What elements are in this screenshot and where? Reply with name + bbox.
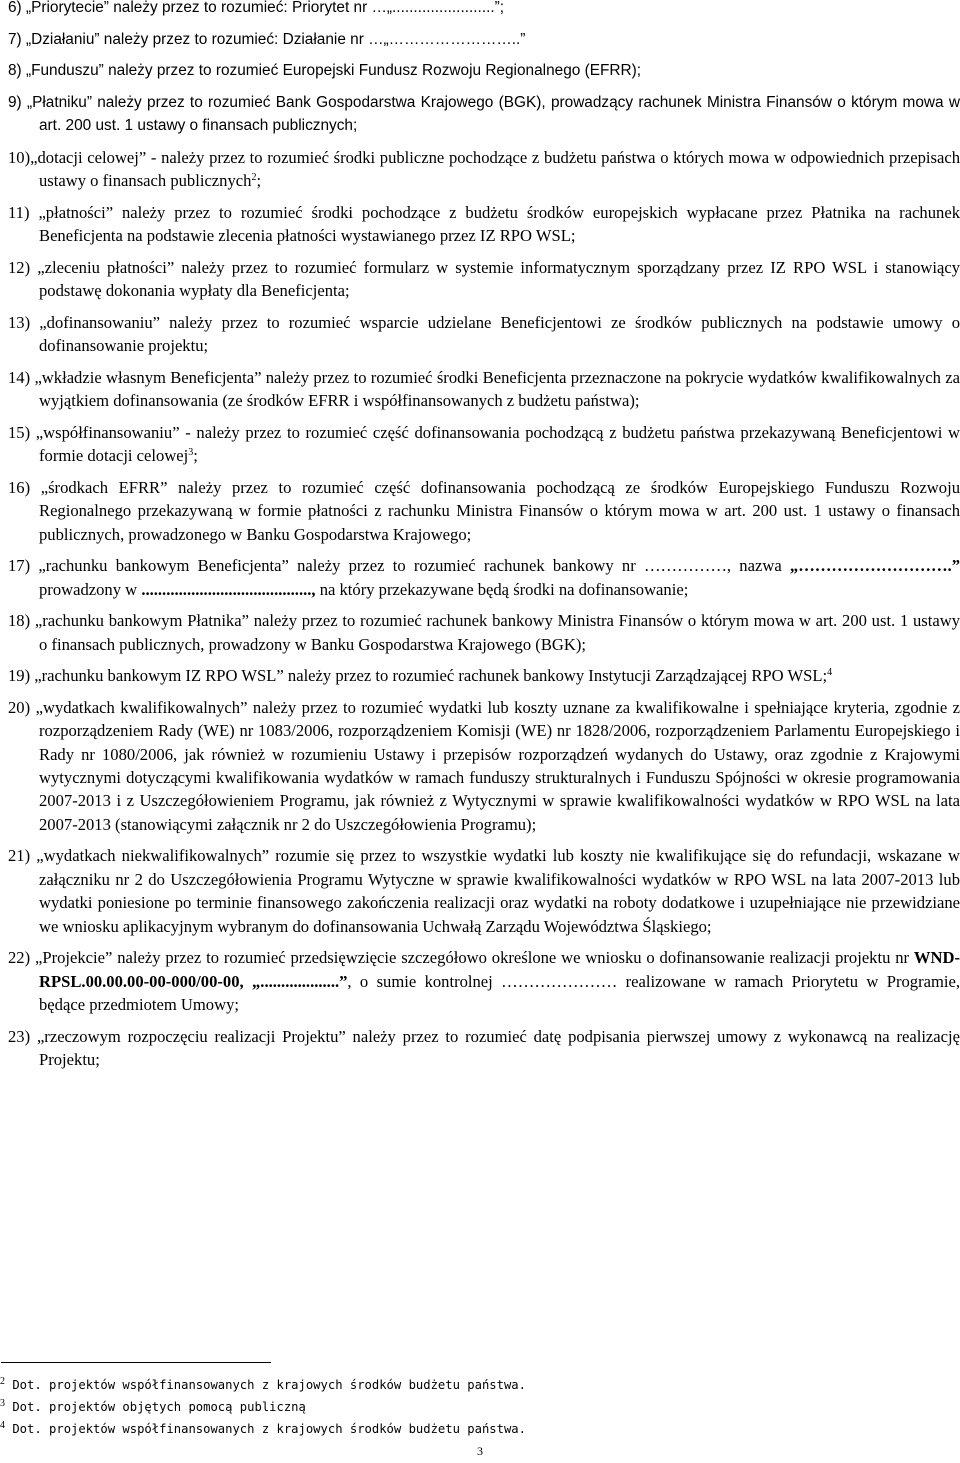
item-text-post: na który przekazywane będą środki na dofinansowanie; [315, 579, 689, 599]
footnote [0, 1422, 526, 1437]
item-number: 14) [8, 367, 31, 387]
definition-item [8, 256, 960, 303]
definition-item [8, 59, 960, 82]
item-text: „środkach EFRR” należy przez to rozumieć część dofinansowania pochodzącą ze środków Europejskiego Funduszu Rozwoju Regionalnego przekazywaną w formie płatności z rachunku Ministra Finansów o którym mowa w art. 200 ust. 1 ustawy o finansach publicznych, prowadzonego w Banku Gospodarstwa Krajowego; [39, 477, 960, 544]
definition-item [8, 844, 960, 938]
project-number: WND-RPSL.00.00.00-00-000/00-00, „...................” [39, 948, 960, 991]
footnote [0, 1400, 306, 1415]
item-number: 7) [8, 30, 22, 48]
footnote-ref: 2 [251, 172, 257, 184]
item-text: „Płatniku” należy przez to rozumieć Bank Gospodarstwa Krajowego (BGK), prowadzący rachunek Ministra Finansów o którym mowa w art. 200 ust. 1 ustawy o finansach publicznych; [26, 93, 960, 135]
footnote-text: Dot. projektów objętych pomocą publiczną [12, 1400, 306, 1414]
definition-item [8, 946, 960, 1016]
definition-item [8, 28, 960, 51]
item-text: „zleceniu płatności” należy przez to rozumieć formularz w systemie informatycznym sporządzany przez IZ RPO WSL i stanowiący podstawę dokonania wypłaty dla Beneficjenta; [37, 257, 960, 301]
item-number: 23) [8, 1026, 31, 1046]
item-number: 9) [8, 93, 22, 111]
item-text: „Projekcie” należy przez to rozumieć przedsięwzięcie szczegółowo określone we wniosku o dofinansowanie realizacji projektu nr [34, 948, 914, 968]
account-name-placeholder: „……………………….” [789, 556, 960, 576]
item-text: „rachunku bankowym Beneficjenta” należy przez to rozumieć rachunek bankowy nr ……………, nazwa [38, 556, 790, 576]
item-number: 19) [8, 666, 31, 686]
definition-item [8, 1025, 960, 1072]
footnote-mark: 2 [0, 1376, 5, 1387]
footnote-text: Dot. projektów współfinansowanych z krajowych środków budżetu państwa. [12, 1378, 526, 1392]
item-number: 15) [8, 422, 31, 442]
item-text-mid: prowadzony w [39, 579, 142, 599]
footnote-text: Dot. projektów współfinansowanych z krajowych środków budżetu państwa. [12, 1422, 526, 1436]
page-number: 3 [477, 1444, 483, 1458]
footnote-separator [1, 1362, 271, 1363]
footnote-ref: 4 [827, 667, 833, 679]
item-text: „rachunku bankowym Płatnika” należy przez to rozumieć rachunek bankowy Ministra Finansów o którym mowa w art. 200 ust. 1 ustawy o finansach publicznych, prowadzony w Banku Gospodarstwa Krajowego (BGK); [34, 611, 960, 654]
item-number: 17) [8, 556, 31, 576]
item-number: 13) [8, 312, 31, 332]
footnote [0, 1378, 526, 1393]
bank-name-placeholder: ........................................., [141, 579, 316, 599]
item-text: „płatności” należy przez to rozumieć środki pochodzące z budżetu środków europejskich wypłacane przez Płatnika na rachunek Beneficjenta na podstawie zlecenia płatności wystawianego przez IZ RPO WSL; [38, 202, 960, 246]
definition-item [8, 0, 960, 19]
item-number: 21) [8, 846, 31, 866]
item-text-mid: , o sumie kontrolnej ………………… realizowane w ramach Priorytetu w Programie, będące przedmiotem Umowy; [39, 971, 960, 1015]
item-text: „rachunku bankowym IZ RPO WSL” należy przez to rozumieć rachunek bankowy Instytucji Zarządzającej RPO WSL; [34, 666, 828, 686]
item-number: 20) [8, 697, 31, 717]
definition-item [8, 366, 960, 413]
item-number: 11) [8, 202, 30, 222]
item-text: „dofinansowaniu” należy przez to rozumieć wsparcie udzielane Beneficjentowi ze środków publicznych na podstawie umowy o dofinansowanie projektu; [39, 312, 960, 356]
item-tail: ; [256, 171, 262, 191]
definitions-list [8, 0, 960, 1080]
item-text: „dotacji celowej” - należy przez to rozumieć środki publiczne pochodzące z budżetu państwa o których mowa w odpowiednich przepisach ustawy o finansach publicznych [30, 147, 960, 191]
item-number: 12) [8, 257, 31, 277]
definition-item [8, 554, 960, 601]
definition-item [8, 476, 960, 546]
item-text: „wydatkach niekwalifikowalnych” rozumie się przez to wszystkie wydatki lub koszty nie kwalifikujące się do refundacji, wskazane w załączniku nr 2 do Uszczegółowienia Programu Wytyczne w sprawie kwalifikowalności wydatków w RPO WSL na lata 2007-2013 lub wydatki poniesione po terminie finansowego zakończenia realizacji oraz wydatki na roboty dodatkowe i uzupełniające nie przewidziane we wniosku aplikacyjnym wybranym do dofinansowania Uchwałą Zarządu Województwa Śląskiego; [36, 846, 960, 936]
footnote-mark: 4 [0, 1420, 5, 1431]
item-number: 18) [8, 611, 31, 631]
item-text: „współfinansowaniu” - należy przez to rozumieć część dofinansowania pochodzącą z budżetu państwa przekazywaną Beneficjentowi w formie dotacji celowej [35, 422, 960, 466]
item-text: „rzeczowym rozpoczęciu realizacji Projektu” należy przez to rozumieć datę podpisania pierwszej umowy z wykonawcą na realizację Projektu; [36, 1026, 960, 1070]
item-text: „wydatkach kwalifikowalnych” należy przez to rozumieć wydatki lub koszty uznane za kwalifikowalne i spełniające kryteria, zgodnie z rozporządzeniem Rady (WE) nr 1083/2006, rozporządzeniem Komisji (WE) nr 1828/2006, rozporządzeniem Parlamentu Europejskiego i Rady nr 1080/2006, jak również w rozumieniu Ustawy i przepisów rozporządzeń wydanych do Ustawy, oraz zgodnie z Krajowymi wytycznymi dotyczącymi kwalifikowania wydatków w ramach funduszy strukturalnych i Funduszu Spójności w okresie programowania 2007-2013 i z Uszczegółowieniem Programu, jak również z Wytycznymi w sprawie kwalifikowalności wydatków w RPO WSL na lata 2007-2013 (stanowiącymi załącznik nr 2 do Uszczegółowienia Programu); [35, 697, 960, 834]
item-text: „Priorytecie” należy przez to rozumieć: Priorytet nr …„........................”; [25, 0, 505, 16]
footnote-ref: 3 [188, 447, 194, 459]
definition-item [8, 146, 960, 193]
item-tail: ; [193, 446, 198, 466]
definition-item [8, 664, 960, 687]
item-number: 10) [8, 147, 31, 167]
footnote-mark: 3 [0, 1398, 5, 1409]
definition-item [8, 311, 960, 358]
item-number: 6) [8, 0, 22, 16]
item-text: „Działaniu” należy przez to rozumieć: Działanie nr …„……………………..” [25, 30, 526, 48]
definition-item [8, 696, 960, 836]
item-number: 16) [8, 477, 31, 497]
item-number: 8) [8, 62, 22, 80]
item-number: 22) [8, 948, 31, 968]
definition-item [8, 91, 960, 138]
item-text: „Funduszu” należy przez to rozumieć Europejski Fundusz Rozwoju Regionalnego (EFRR); [25, 62, 642, 80]
definition-item [8, 421, 960, 468]
definition-item [8, 201, 960, 248]
item-text: „wkładzie własnym Beneficjenta” należy przez to rozumieć środki Beneficjenta przeznaczone na pokrycie wydatków kwalifikowalnych za wyjątkiem dofinansowania (ze środków EFRR i współfinansowanych z budżetu państwa); [34, 367, 960, 411]
definition-item [8, 609, 960, 656]
